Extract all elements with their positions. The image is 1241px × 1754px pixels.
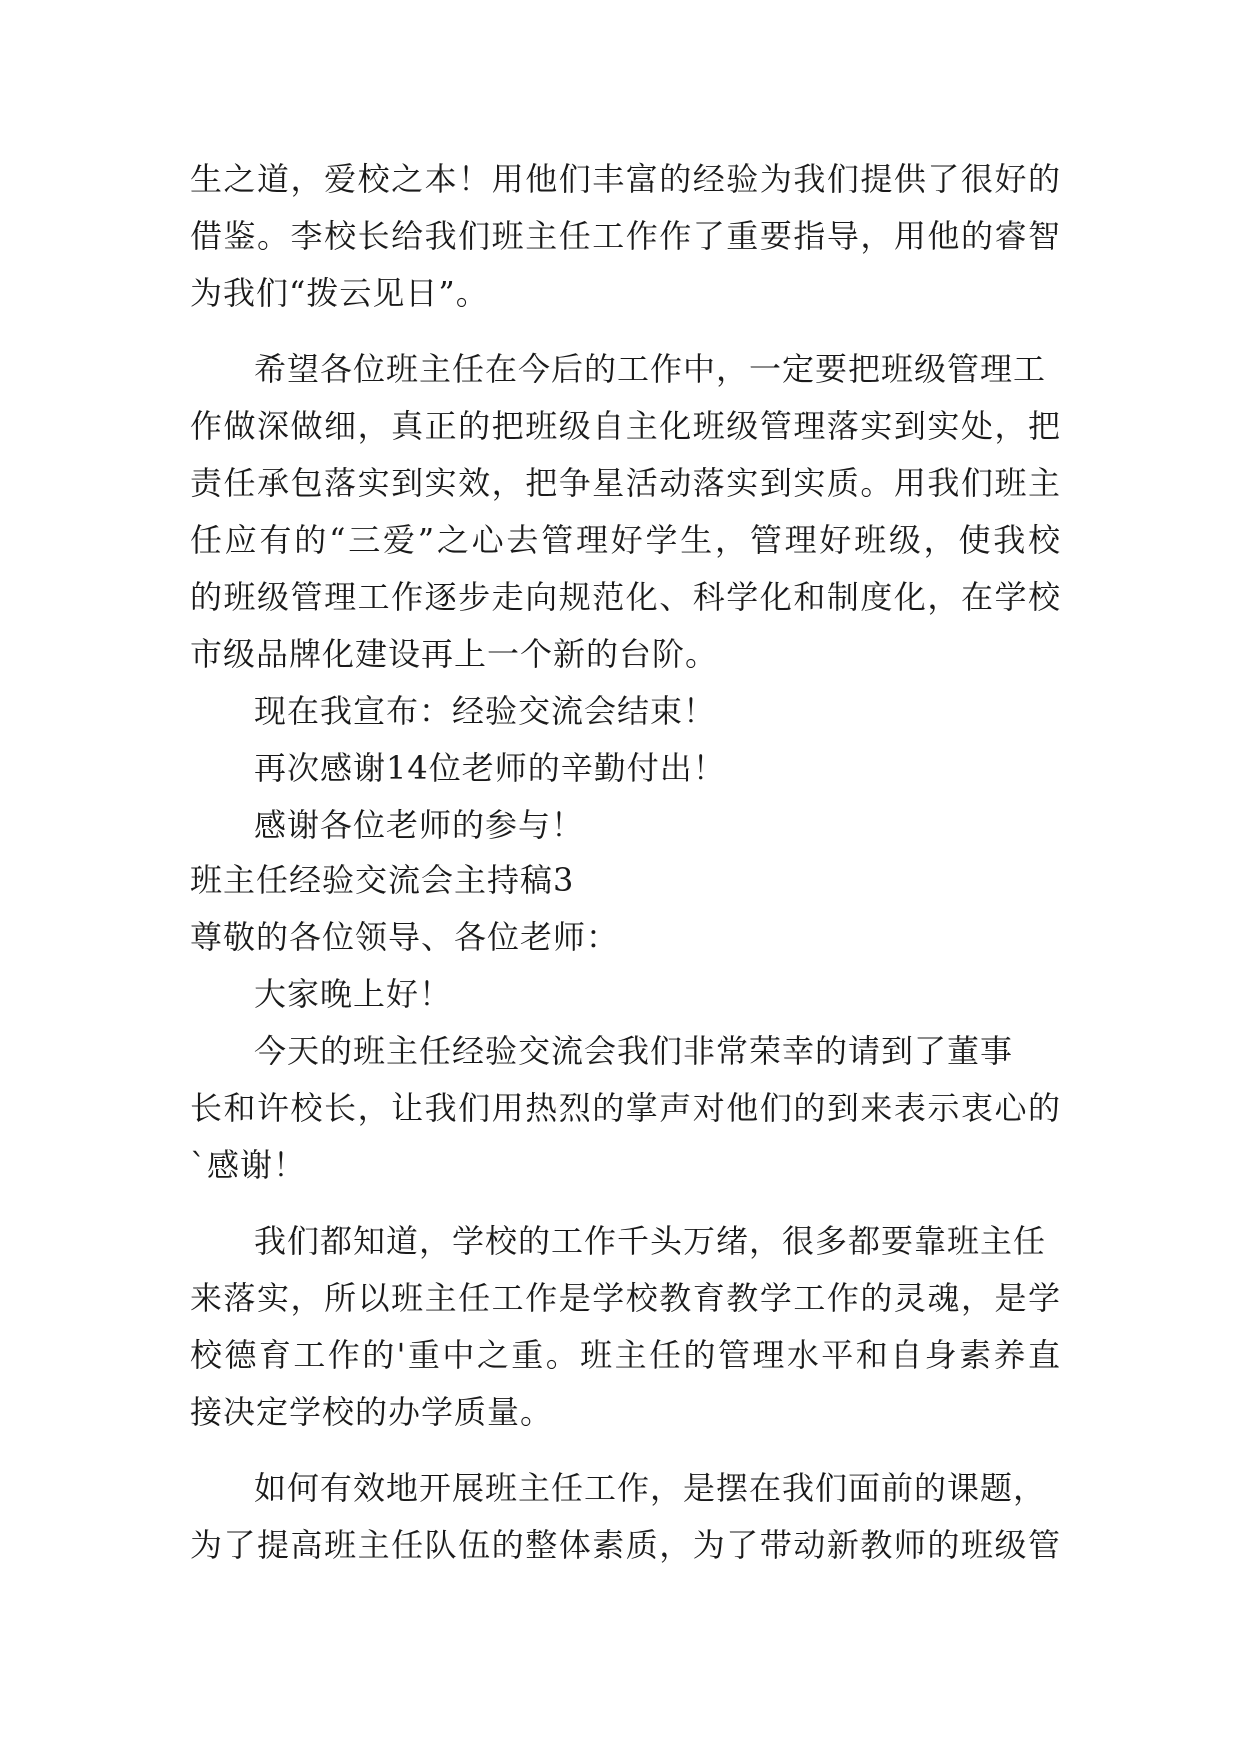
- text-line: 为了提高班主任队伍的整体素质，为了带动新教师的班级管: [190, 1526, 1060, 1564]
- text-line: 为我们“拨云见日”。: [190, 274, 489, 312]
- section-title: 班主任经验交流会主持稿3: [190, 861, 575, 899]
- text-line: 校德育工作的'重中之重。班主任的管理水平和自身素养直: [190, 1336, 1060, 1374]
- paragraph-first-line: 如何有效地开展班主任工作，是摆在我们面前的课题，: [254, 1469, 1047, 1507]
- text-line: 来落实，所以班主任工作是学校教育教学工作的灵魂，是学: [190, 1279, 1060, 1317]
- text-line: 长和许校长，让我们用热烈的掌声对他们的到来表示衷心的: [190, 1089, 1060, 1127]
- text-line: 生之道，爱校之本！用他们丰富的经验为我们提供了很好的: [190, 160, 1060, 198]
- paragraph-first-line: 我们都知道，学校的工作千头万绪，很多都要靠班主任: [254, 1222, 1047, 1260]
- text-line: 的班级管理工作逐步走向规范化、科学化和制度化，在学校: [190, 578, 1060, 616]
- announcement-line: 现在我宣布：经验交流会结束！: [254, 692, 717, 730]
- salutation: 尊敬的各位领导、各位老师：: [190, 918, 620, 956]
- text-line: 市级品牌化建设再上一个新的台阶。: [190, 635, 719, 673]
- text-line: 接决定学校的办学质量。: [190, 1393, 554, 1431]
- greeting: 大家晚上好！: [254, 975, 453, 1013]
- text-line: 借鉴。李校长给我们班主任工作作了重要指导，用他的睿智: [190, 217, 1060, 255]
- text-line: 任应有的“三爱”之心去管理好学生，管理好班级，使我校: [190, 521, 1060, 559]
- thanks-line: 感谢各位老师的参与！: [254, 806, 585, 844]
- text-line: 责任承包落实到实效，把争星活动落实到实质。用我们班主: [190, 464, 1060, 502]
- text-line: 作做深做细，真正的把班级自主化班级管理落实到实处，把: [190, 407, 1060, 445]
- paragraph-first-line: 希望各位班主任在今后的工作中，一定要把班级管理工: [254, 350, 1047, 388]
- paragraph-first-line: 今天的班主任经验交流会我们非常荣幸的请到了董事: [254, 1032, 1014, 1070]
- thanks-line: 再次感谢14位老师的辛勤付出！: [254, 749, 726, 787]
- text-line: `感谢！: [190, 1146, 307, 1184]
